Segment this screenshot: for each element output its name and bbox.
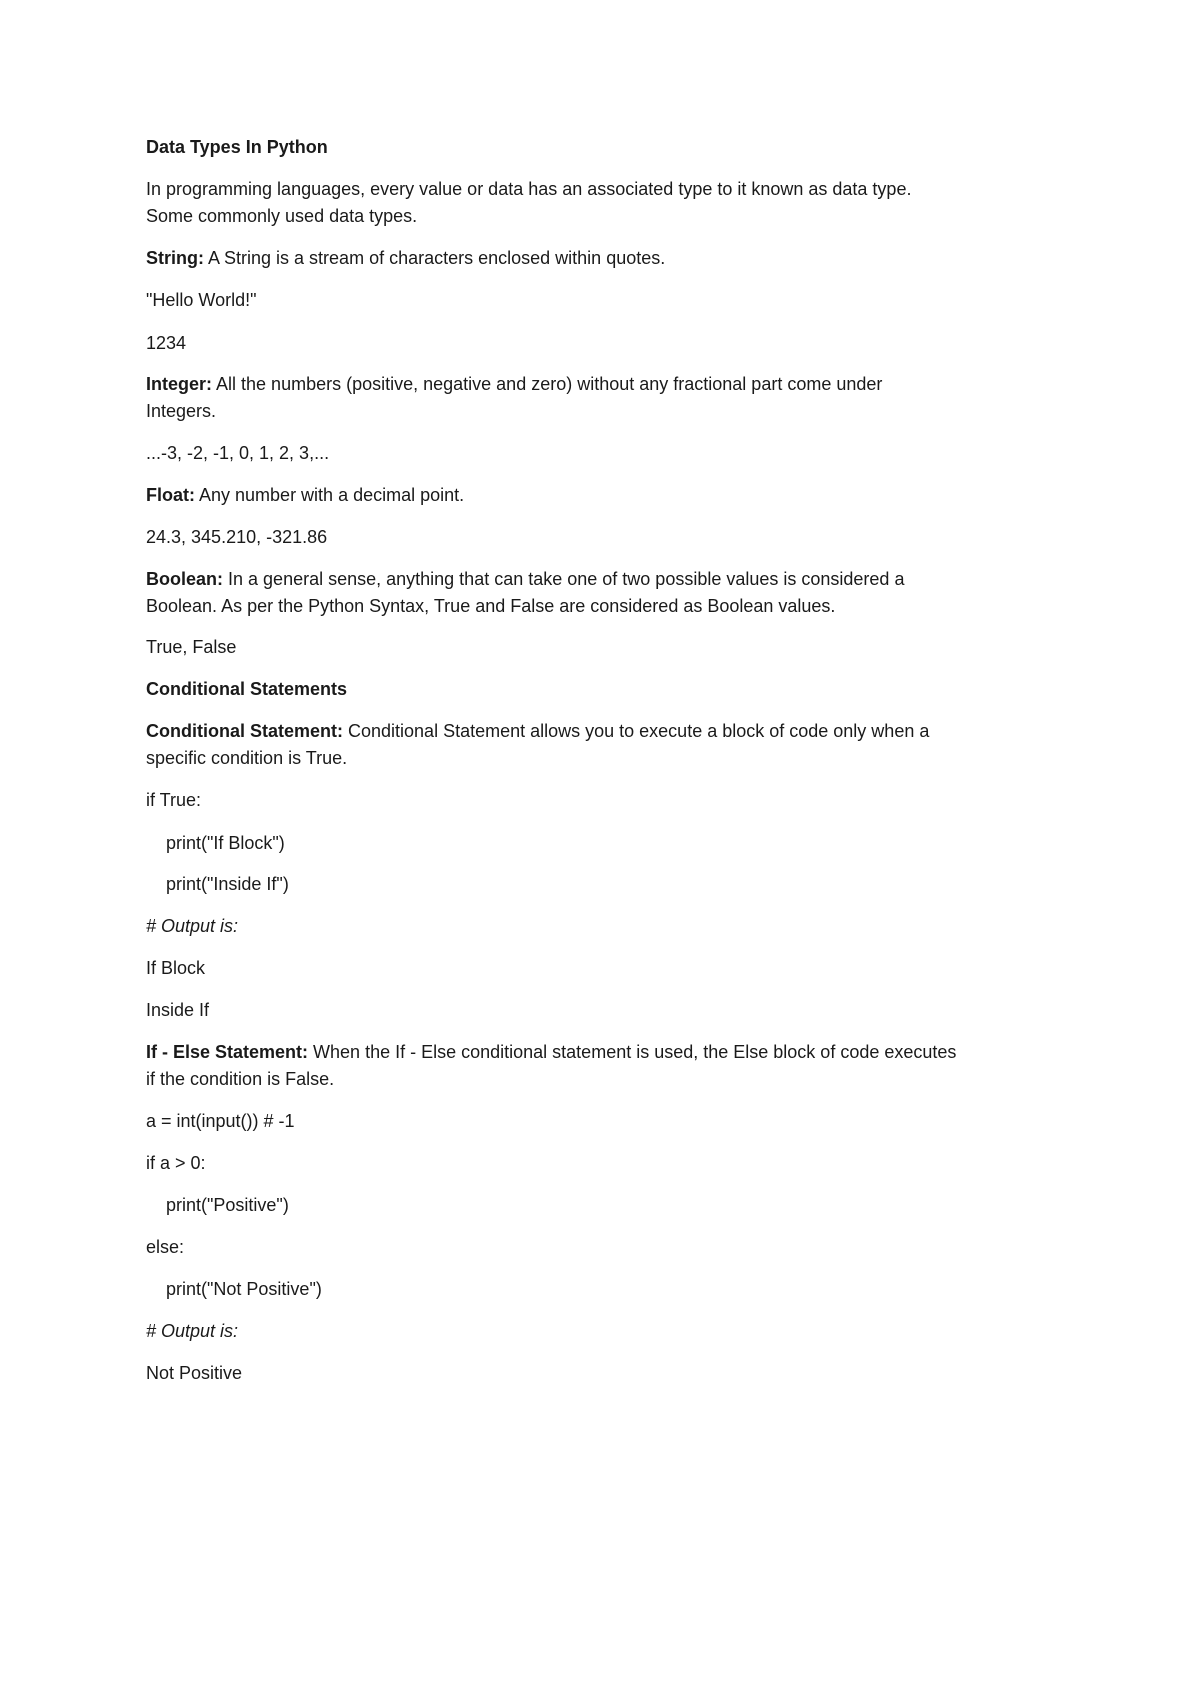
conditional-term: Conditional Statement: <box>146 721 343 741</box>
string-example-2: 1234 <box>146 333 187 353</box>
conditional-output-line-1: If Block <box>146 958 206 978</box>
string-term: String: <box>146 248 204 268</box>
if-else-term: If - Else Statement: <box>146 1042 309 1062</box>
boolean-definition-text: In a general sense, anything that can take one of two possible values is considered a <box>223 569 905 589</box>
integer-term: Integer: <box>146 374 213 394</box>
conditional-code-line-2: print("If Block") <box>166 833 285 853</box>
if-else-code-line-2: if a > 0: <box>146 1153 206 1173</box>
integer-definition-line-1 <box>146 373 882 395</box>
string-definition <box>146 247 665 269</box>
document-page <box>146 0 1076 1696</box>
if-else-code-line-1: a = int(input()) # -1 <box>146 1111 295 1131</box>
if-else-code-line-5: print("Not Positive") <box>166 1279 322 1299</box>
float-definition <box>146 484 464 506</box>
conditional-output-line-2: Inside If <box>146 1000 210 1020</box>
boolean-term: Boolean: <box>146 569 224 589</box>
boolean-example: True, False <box>146 637 237 657</box>
heading-data-types: Data Types In Python <box>146 137 328 157</box>
intro-paragraph-line-1: In programming languages, every value or data has an associated type to it known as data type. <box>146 179 912 199</box>
if-else-definition-line-1 <box>146 1041 956 1063</box>
if-else-definition-line-2: if the condition is False. <box>146 1069 335 1089</box>
conditional-definition-text: Conditional Statement allows you to execute a block of code only when a <box>343 721 930 741</box>
boolean-definition-line-1 <box>146 568 904 590</box>
if-else-code-line-3: print("Positive") <box>166 1195 289 1215</box>
integer-definition-line-2: Integers. <box>146 401 217 421</box>
conditional-code-line-3: print("Inside If") <box>166 874 289 894</box>
conditional-output-comment: # Output is: <box>146 916 239 936</box>
float-example: 24.3, 345.210, -321.86 <box>146 527 328 547</box>
integer-definition-text: All the numbers (positive, negative and zero) without any fractional part come under <box>212 374 883 394</box>
string-definition-text: A String is a stream of characters enclosed within quotes. <box>204 248 666 268</box>
string-example-1: "Hello World!" <box>146 290 257 310</box>
conditional-definition-line-2: specific condition is True. <box>146 748 348 768</box>
boolean-definition-line-2: Boolean. As per the Python Syntax, True and False are considered as Boolean values. <box>146 596 836 616</box>
if-else-output-comment: # Output is: <box>146 1321 239 1341</box>
if-else-code-line-4: else: <box>146 1237 185 1257</box>
conditional-definition-line-1 <box>146 720 929 742</box>
conditional-code-line-1: if True: <box>146 790 202 810</box>
integer-example: ...-3, -2, -1, 0, 1, 2, 3,... <box>146 443 330 463</box>
float-definition-text: Any number with a decimal point. <box>195 485 465 505</box>
float-term: Float: <box>146 485 195 505</box>
heading-conditional-statements: Conditional Statements <box>146 679 348 699</box>
if-else-output: Not Positive <box>146 1363 243 1383</box>
if-else-definition-text: When the If - Else conditional statement is used, the Else block of code executes <box>308 1042 957 1062</box>
intro-paragraph-line-2: Some commonly used data types. <box>146 206 418 226</box>
